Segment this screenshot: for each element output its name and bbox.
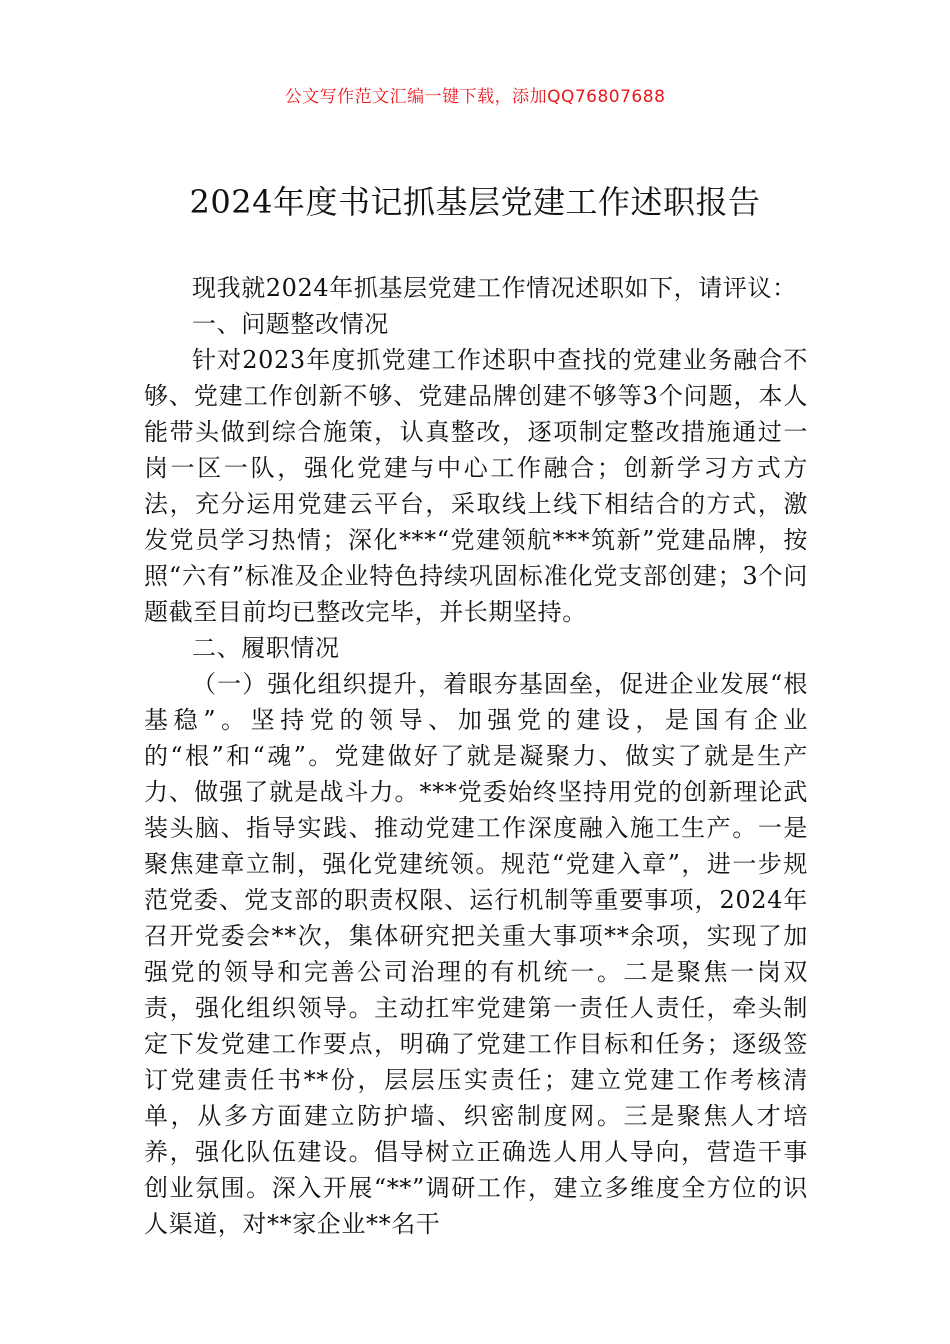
section-heading-2: 二、履职情况 bbox=[192, 634, 340, 662]
paragraph-rectification: 针对2023年度抓党建工作述职中查找的党建业务融合不够、党建工作创新不够、党建品牌创建不够等3个问题，本人能带头做到综合施策，认真整改，逐项制定整改措施通过一岗一区一队，强化党建与中心工作融合；创新学习方式方法，充分运用党建云平台，采取线上线下相结合的方式，激发党员学习热情；深化***“党建领航***筑新”党建品牌，按照“六有”标准及企业特色持续巩固标准化党支部创建；3个问题截至目前均已整改完毕，并长期坚持。 bbox=[144, 346, 808, 626]
section-heading-1: 一、问题整改情况 bbox=[192, 310, 389, 338]
paragraph-duties: （一）强化组织提升，着眼夯基固垒，促进企业发展“根基稳”。坚持党的领导、加强党的建设，是国有企业的“根”和“魂”。党建做好了就是凝聚力、做实了就是生产力、做强了就是战斗力。***党委始终坚持用党的创新理论武装头脑、指导实践、推动党建工作深度融入施工生产。一是聚焦建章立制，强化党建统领。规范“党建入章”，进一步规范党委、党支部的职责权限、运行机制等重要事项，2024年召开党委会**次，集体研究把关重大事项**余项，实现了加强党的领导和完善公司治理的有机统一。二是聚焦一岗双责，强化组织领导。主动扛牢党建第一责任人责任，牵头制定下发党建工作要点，明确了党建工作目标和任务；逐级签订党建责任书**份，层层压实责任；建立党建工作考核清单，从多方面建立防护墙、织密制度网。三是聚焦人才培养，强化队伍建设。倡导树立正确选人用人导向，营造干事创业氛围。深入开展“**”调研工作，建立多维度全方位的识人渠道，对**家企业**名干 bbox=[144, 670, 808, 1238]
paragraph-intro: 现我就2024年抓基层党建工作情况述职如下，请评议： bbox=[192, 274, 797, 302]
document-title: 2024年度书记抓基层党建工作述职报告 bbox=[189, 183, 761, 221]
header-ad-text: 公文写作范文汇编一键下载，添加QQ76807688 bbox=[284, 87, 666, 107]
document-body bbox=[144, 270, 808, 1242]
